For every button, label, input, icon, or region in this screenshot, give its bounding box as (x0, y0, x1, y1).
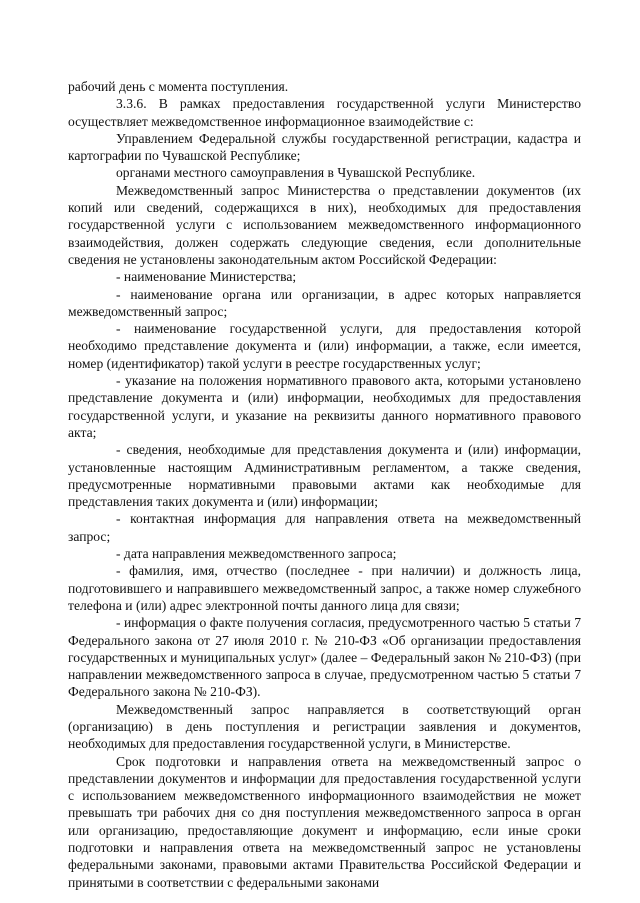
list-item-ministry-name: - наименование Министерства; (116, 269, 297, 285)
paragraph-request-sending: Межведомственный запрос направляется в соответствующий орган (организацию) в день поступления и регистрации заявления и документов, необходимых для предоставления государственной услуги, в Министерстве. (68, 701, 581, 752)
paragraph-request-contents: Межведомственный запрос Министерства о представлении документов (их копий или сведений, содержащихся в них), необходимых для предоставления государственной услуги с использованием межведомственного информационного взаимодействия, должен содержать следующие сведения, если дополнительные сведения не установлены законодательным актом Российской Федерации: (68, 182, 581, 267)
paragraph-3-3-6: 3.3.6. В рамках предоставления государственной услуги Министерство осуществляет межведомственное информационное взаимодействие с: (68, 96, 581, 129)
list-item-service-name: - наименование государственной услуги, для предоставления которой необходимо представление документа и (или) информации, а также, если имеется, номер (идентификатор) такой услуги в реестре государственных услуг; (68, 321, 581, 371)
paragraph-local-government: органами местного самоуправления в Чувашской Республике. (116, 165, 476, 181)
paragraph-response-deadline: Срок подготовки и направления ответа на межведомственный запрос о представлении документов и информации для предоставления государственной услуги с использованием межведомственного информационного взаимодействия не может превышать три рабочих дня со дня поступления межведомственного запроса в орган или организацию, предоставляющие документ и информацию, если иные сроки подготовки и направления ответа на межведомственный запрос не установлены федеральными законами, правовыми актами Правительства Российской Федерации и принятыми в соответствии с федеральными законами (68, 753, 581, 890)
list-item-responsible-person: - фамилия, имя, отчество (последнее - при наличии) и должность лица, подготовившего и направившего межведомственный запрос, а также номер служебного телефона и (или) адрес электронной почты данного лица для связи; (68, 563, 581, 613)
list-item-required-info: - сведения, необходимые для представления документа и (или) информации, установленные настоящим Административным регламентом, а также сведения, предусмотренные нормативными правовыми актами как необходимые для представления таких документа и (или) информации; (68, 442, 581, 510)
list-item-consent-info: - информация о факте получения согласия, предусмотренного частью 5 статьи 7 Федерального закона от 27 июля 2010 г. № 210-ФЗ «Об организации предоставления государственных и муниципальных услуг» (далее – Федеральный закон № 210-ФЗ) (при направлении межведомственного запроса в случае, предусмотренном частью 5 статьи 7 Федерального закона № 210-ФЗ). (68, 615, 581, 700)
paragraph-rosreestr: Управлением Федеральной службы государственной регистрации, кадастра и картографии по Чувашской Республике; (68, 130, 581, 164)
list-item-recipient-name: - наименование органа или организации, в адрес которых направляется межведомственный запрос; (68, 286, 581, 319)
paragraph-continuation: рабочий день с момента поступления. (68, 79, 289, 94)
list-item-contact-info: - контактная информация для направления ответа на межведомственный запрос; (68, 511, 581, 544)
document-page (68, 78, 581, 891)
list-item-legal-act: - указание на положения нормативного правового акта, которыми установлено представление документа и (или) информации, необходимых для предоставления государственной услуги, и указание на реквизиты данного нормативного правового акта; (68, 373, 581, 440)
list-item-request-date: - дата направления межведомственного запроса; (116, 546, 397, 562)
